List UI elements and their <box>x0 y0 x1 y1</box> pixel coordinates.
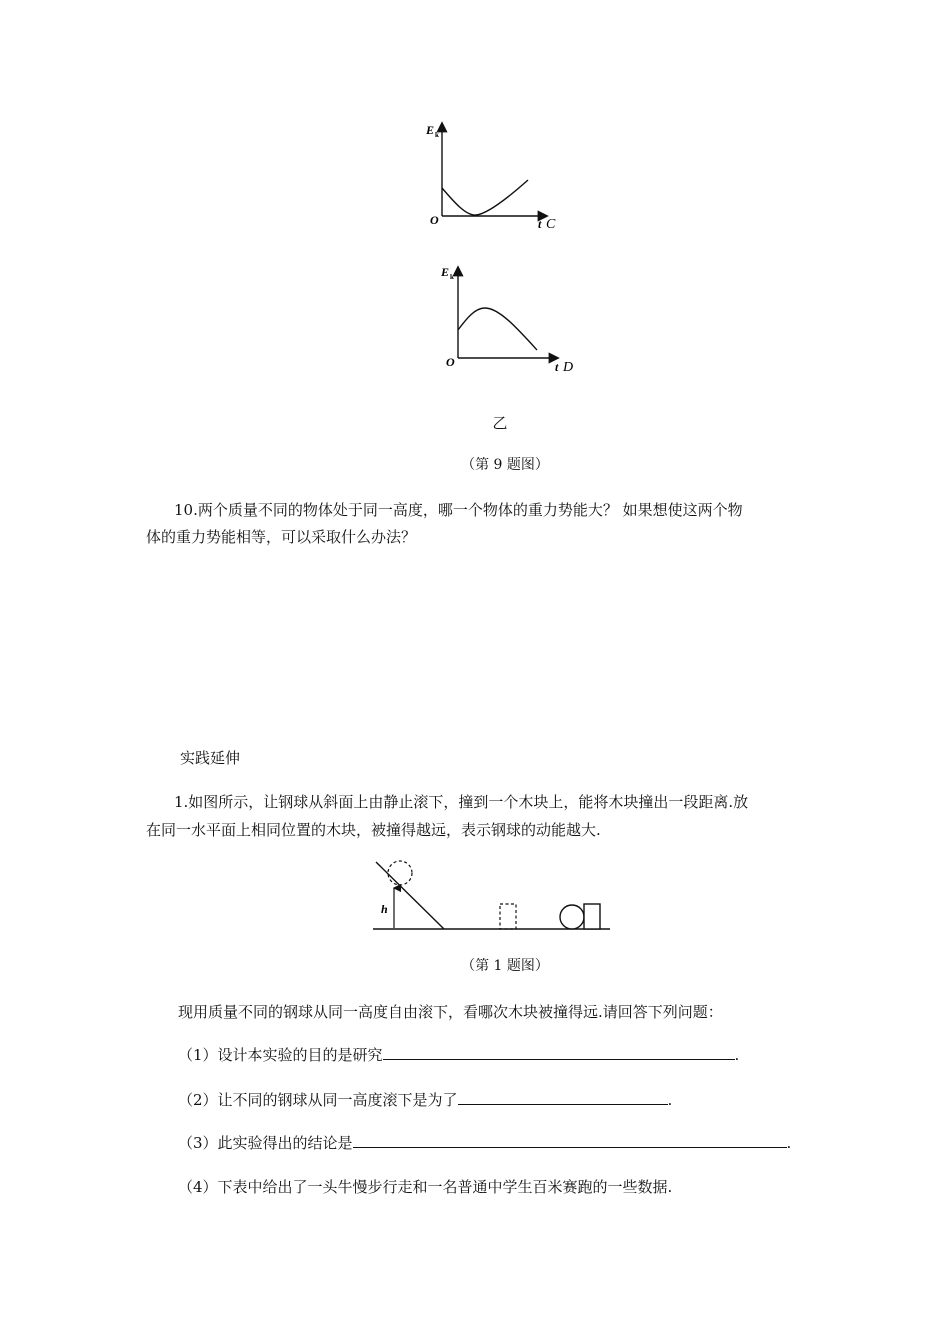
ball <box>560 905 584 929</box>
figure-sub-label: 乙 <box>492 414 508 432</box>
q10-line-2: 体的重力势能相等，可以采取什么办法？ <box>146 528 417 546</box>
y-axis-sub: k <box>450 273 454 281</box>
graph-c <box>420 118 570 238</box>
subq-1-text: （1）设计本实验的目的是研究 <box>178 1046 383 1064</box>
ramp-experiment-figure <box>370 856 615 936</box>
height-label: h <box>381 902 388 916</box>
origin-label: O <box>430 213 439 227</box>
subq-1-end: . <box>734 1046 740 1064</box>
y-axis-sub: k <box>435 131 439 139</box>
option-label: D <box>563 360 574 375</box>
p2: 现用质量不同的钢球从同一高度自由滚下，看哪次木块被撞得远.请回答下列问题： <box>178 1003 723 1021</box>
subq-3-end: . <box>786 1134 792 1152</box>
subq-2-end: . <box>667 1091 673 1109</box>
answer-blank-2[interactable] <box>458 1090 668 1105</box>
subq-2-text: （2）让不同的钢球从同一高度滚下是为了 <box>178 1091 458 1109</box>
figure-1-caption: （第 1 题图） <box>461 958 549 974</box>
answer-blank-1[interactable] <box>383 1045 735 1060</box>
subq-1 <box>178 1045 739 1065</box>
block-dashed <box>500 904 516 929</box>
ek-curve <box>442 180 528 215</box>
subq-3 <box>178 1133 791 1153</box>
origin-label: O <box>446 355 455 369</box>
wood-block <box>584 904 600 929</box>
slope <box>376 862 444 929</box>
p1-line-2: 在同一水平面上相同位置的木块，被撞得越远，表示钢球的动能越大. <box>146 821 601 839</box>
y-axis-label: E <box>441 265 450 279</box>
y-axis-label: E <box>426 123 435 137</box>
subq-3-text: （3）此实验得出的结论是 <box>178 1134 353 1152</box>
q10-line-1: 10.两个质量不同的物体处于同一高度，哪一个物体的重力势能大？ 如果想使这两个物 <box>174 501 743 519</box>
figure-9-caption: （第 9 题图） <box>461 457 549 473</box>
x-axis-label: t <box>555 360 559 374</box>
subq-2 <box>178 1090 672 1110</box>
ek-curve <box>458 308 537 350</box>
section-title: 实践延伸 <box>180 749 241 767</box>
subq-4: （4）下表中给出了一头牛慢步行走和一名普通中学生百米赛跑的一些数据. <box>178 1178 673 1196</box>
answer-blank-3[interactable] <box>353 1133 787 1148</box>
ball-start-dashed <box>388 861 412 885</box>
option-label: C <box>546 217 556 232</box>
graph-d <box>437 262 587 380</box>
x-axis-label: t <box>538 217 542 231</box>
p1-line-1: 1.如图所示，让钢球从斜面上由静止滚下，撞到一个木块上，能将木块撞出一段距离.放 <box>174 793 749 811</box>
